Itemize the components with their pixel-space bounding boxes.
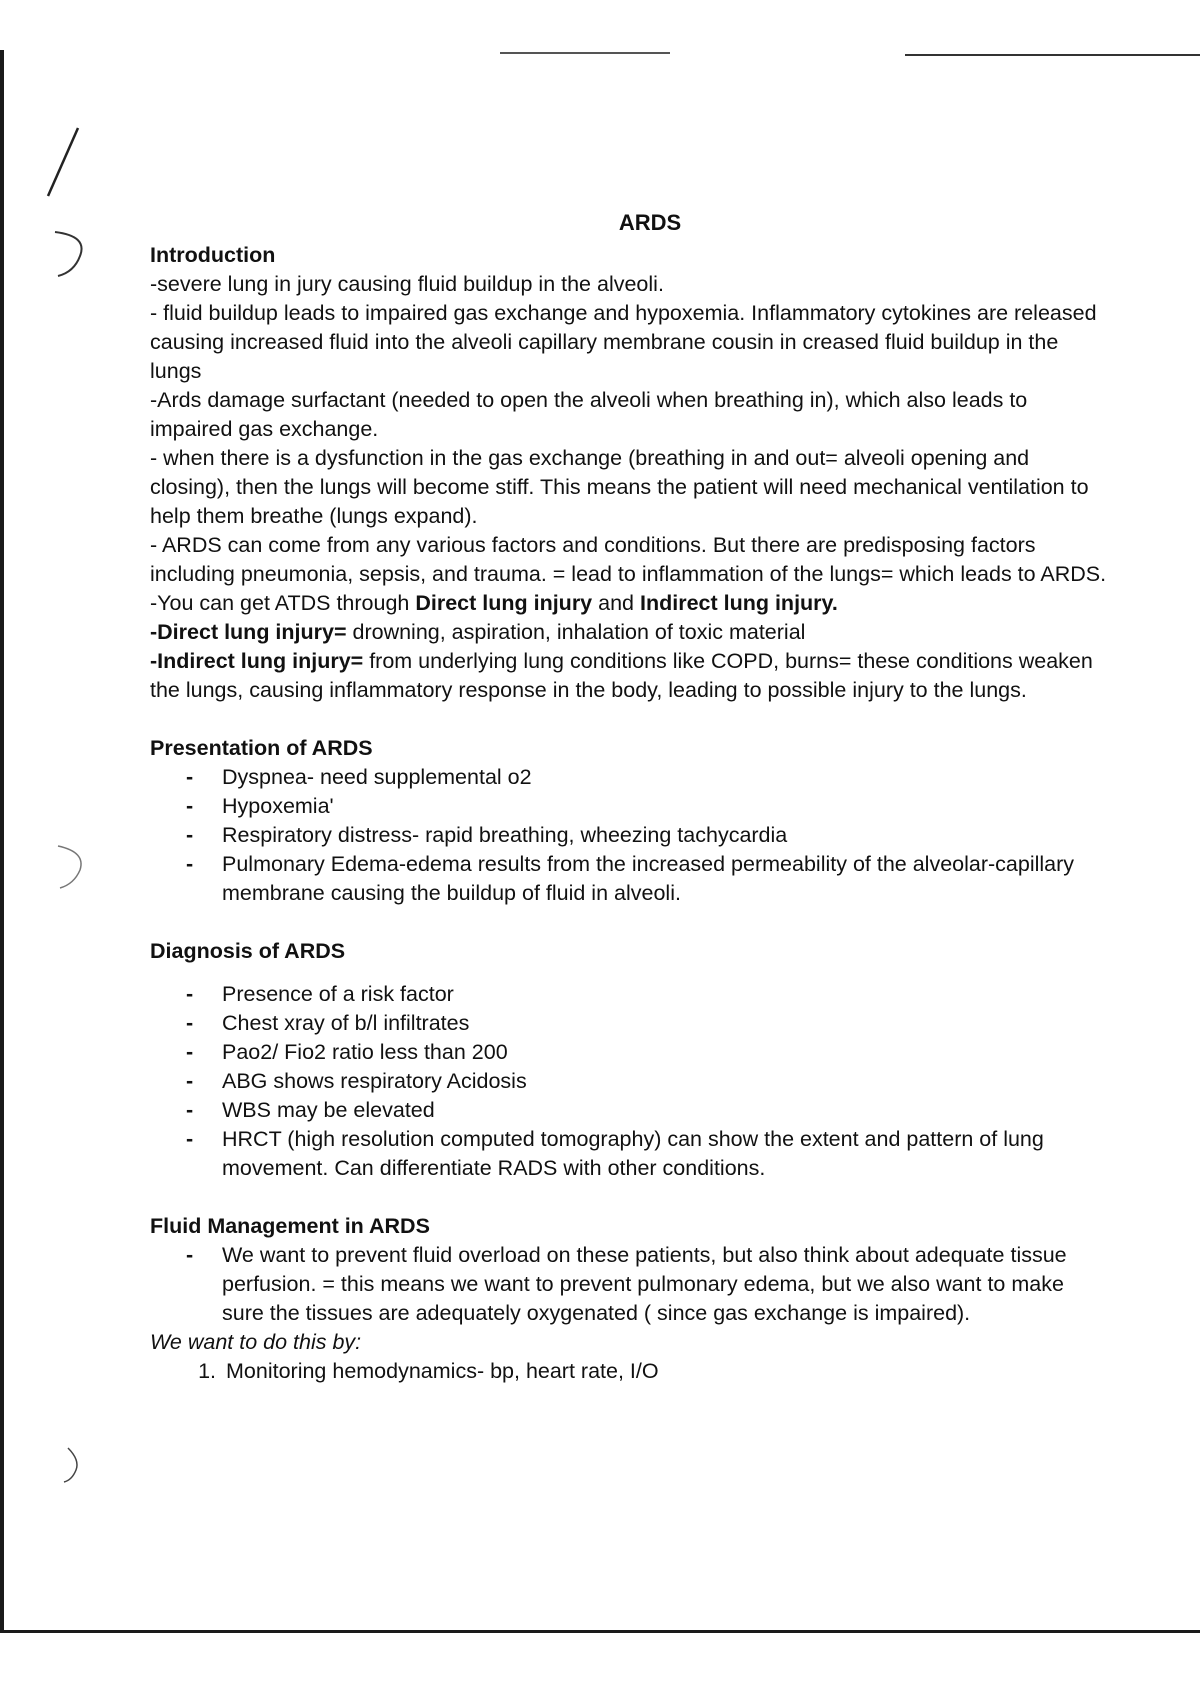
list-item: - Pao2/ Fio2 ratio less than 200 <box>222 1038 1110 1067</box>
document-title: ARDS <box>618 210 682 235</box>
intro-paragraph-2: - fluid buildup leads to impaired gas exchange and hypoxemia. Inflammatory cytokines are released causing increased fluid into the alveoli capillary membrane cousin in creased fluid buildup in the lungs <box>150 301 1097 383</box>
indirect-lung-injury-text: from underlying lung conditions like COPD, burns= these conditions weaken the lungs, causing inflammatory response in the body, leading to possible injury to the lungs. <box>150 649 1093 702</box>
intro-paragraph-3: -Ards damage surfactant (needed to open the alveoli when breathing in), which also leads to impaired gas exchange. <box>150 388 1028 441</box>
list-item: - ABG shows respiratory Acidosis <box>222 1067 1110 1096</box>
intro-paragraph-7 <box>150 618 1110 647</box>
intro-paragraph-5: - ARDS can come from any various factors and conditions. But there are predisposing factors including pneumonia, sepsis, and trauma. = lead to inflammation of the lungs= which leads to ARDS. <box>150 533 1107 586</box>
fluid-management-steps <box>150 1357 1110 1386</box>
introduction-heading: Introduction <box>150 243 276 267</box>
list-item: - Pulmonary Edema-edema results from the increased permeability of the alveolar-capillary membrane causing the buildup of fluid in alveoli. <box>222 850 1110 908</box>
intro-p6-mid: and <box>592 591 640 615</box>
diagnosis-heading: Diagnosis of ARDS <box>150 939 346 963</box>
diagnosis-list <box>150 980 1110 1183</box>
presentation-heading: Presentation of ARDS <box>150 736 373 760</box>
direct-lung-injury-text: drowning, aspiration, inhalation of toxic material <box>346 620 806 644</box>
binder-hole-marks <box>0 0 120 1500</box>
intro-paragraph-6 <box>150 589 1110 618</box>
direct-lung-injury-term: Direct lung injury <box>415 591 593 615</box>
presentation-list <box>150 763 1110 908</box>
intro-paragraph-4: - when there is a dysfunction in the gas exchange (breathing in and out= alveoli opening and closing), then the lungs will become stiff. This means the patient will need mechanical ventilation to help them breathe (lungs expand). <box>150 446 1089 528</box>
indirect-lung-injury-label: -Indirect lung injury= <box>150 649 364 673</box>
list-item: - Respiratory distress- rapid breathing, wheezing tachycardia <box>222 821 1110 850</box>
list-item: - Hypoxemia' <box>222 792 1110 821</box>
scan-rule-top-left <box>500 52 670 54</box>
list-item: - HRCT (high resolution computed tomography) can show the extent and pattern of lung movement. Can differentiate RADS with other conditions. <box>222 1125 1110 1183</box>
list-item: 1. Monitoring hemodynamics- bp, heart rate, I/O <box>222 1357 1110 1386</box>
intro-paragraph-1: -severe lung in jury causing fluid buildup in the alveoli. <box>150 272 664 296</box>
list-item: - WBS may be elevated <box>222 1096 1110 1125</box>
scan-rule-top-right <box>905 54 1200 56</box>
list-item: - Chest xray of b/l infiltrates <box>222 1009 1110 1038</box>
intro-paragraph-8 <box>150 647 1110 705</box>
list-item: - Dyspnea- need supplemental o2 <box>222 763 1110 792</box>
list-item: - We want to prevent fluid overload on these patients, but also think about adequate tissue perfusion. = this means we want to prevent pulmonary edema, but we also want to make sure the tissues are adequately oxygenated ( since gas exchange is impaired). <box>222 1241 1110 1328</box>
list-item: - Presence of a risk factor <box>222 980 1110 1009</box>
fluid-management-intro: We want to do this by: <box>150 1330 362 1354</box>
indirect-lung-injury-term: Indirect lung injury. <box>639 591 838 615</box>
intro-p6-prefix: -You can get ATDS through <box>150 591 416 615</box>
fluid-management-list <box>150 1241 1110 1328</box>
direct-lung-injury-label: -Direct lung injury= <box>150 620 347 644</box>
document-page <box>150 208 1110 1386</box>
scan-edge-bottom <box>0 1630 1200 1633</box>
fluid-management-heading: Fluid Management in ARDS <box>150 1214 430 1238</box>
